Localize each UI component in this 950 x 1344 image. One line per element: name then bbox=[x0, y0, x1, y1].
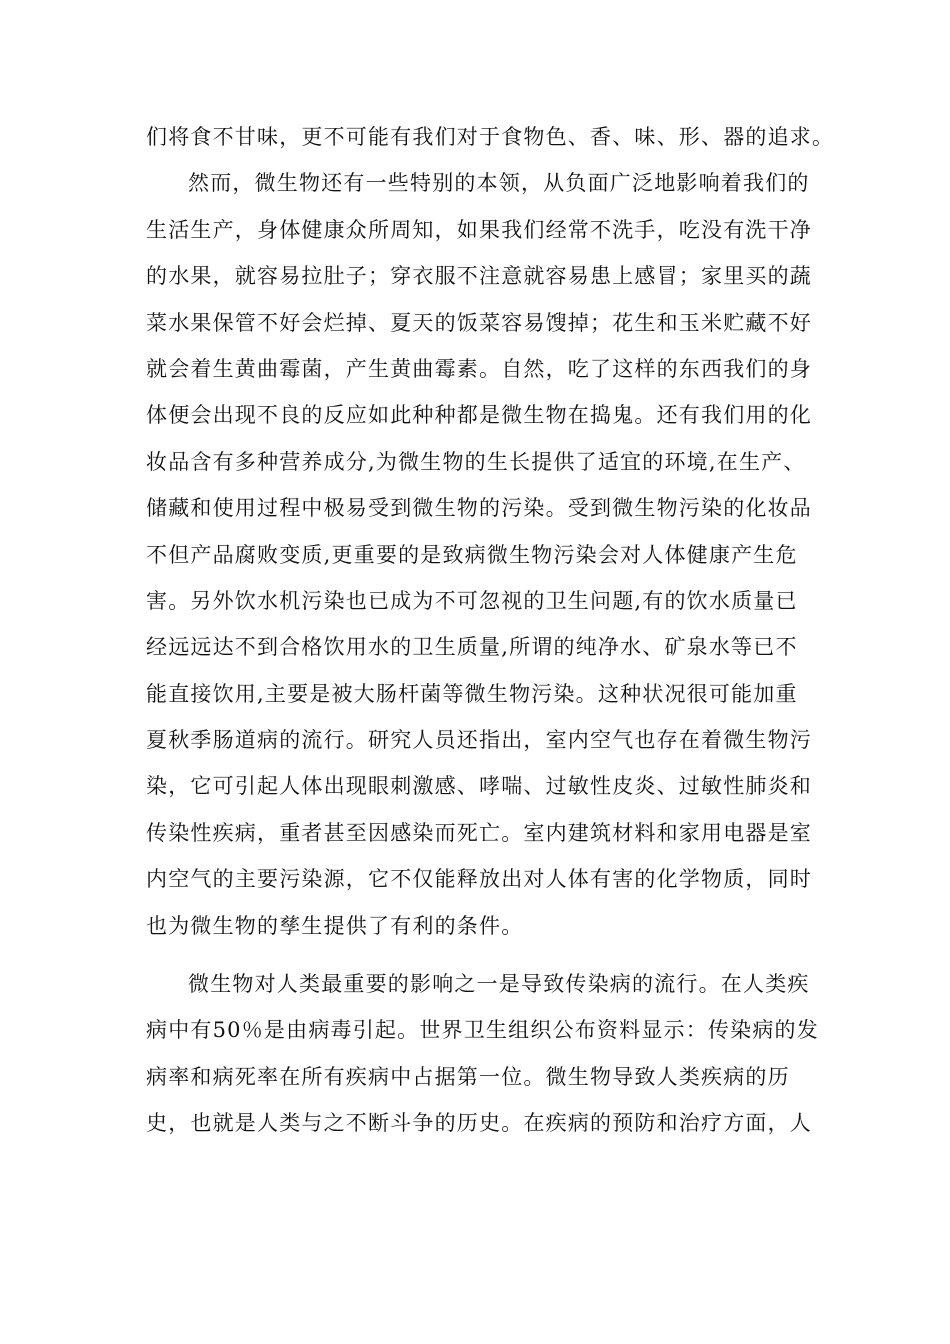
text-line: 微生物对人类最重要的影响之一是导致传染病的流行。在人类疾 bbox=[188, 972, 810, 997]
paragraph-3 bbox=[146, 961, 819, 1147]
text-line: 菜水果保管不好会烂掉、夏天的饭菜容易馊掉；花生和玉米贮藏不好 bbox=[146, 310, 812, 335]
text-line: 病率和病死率在所有疾病中占据第一位。微生物导致人类疾病的历 bbox=[146, 1064, 790, 1089]
text-line: 害。另外饮水机污染也已成为不可忽视的卫生问题,有的饮水质量已 bbox=[146, 588, 798, 613]
text-line: 能直接饮用,主要是被大肠杆菌等微生物污染。这种状况很可能加重 bbox=[146, 681, 798, 706]
text-line: 储藏和使用过程中极易受到微生物的污染。受到微生物污染的化妆品 bbox=[146, 496, 812, 521]
text-line: 病中有50％是由病毒引起。世界卫生组织公布资料显示：传染病的发 bbox=[146, 1018, 819, 1043]
text-line: 不但产品腐败变质,更重要的是致病微生物污染会对人体健康产生危 bbox=[146, 542, 798, 567]
text-line: 们将食不甘味，更不可能有我们对于食物色、香、味、形、器的追求。 bbox=[146, 125, 835, 149]
text-line: 生活生产，身体健康众所周知，如果我们经常不洗手，吃没有洗干净 bbox=[146, 217, 812, 242]
document-body bbox=[146, 114, 835, 1147]
text-line: 也为微生物的孳生提供了有利的条件。 bbox=[146, 913, 524, 938]
text-line: 夏秋季肠道病的流行。研究人员还指出，室内空气也存在着微生物污 bbox=[146, 728, 812, 753]
paragraph-1 bbox=[146, 114, 835, 160]
text-line: 内空气的主要污染源，它不仅能释放出对人体有害的化学物质，同时 bbox=[146, 867, 812, 892]
text-line: 经远远达不到合格饮用水的卫生质量,所谓的纯净水、矿泉水等已不 bbox=[146, 635, 798, 660]
text-line: 传染性疾病，重者甚至因感染而死亡。室内建筑材料和家用电器是室 bbox=[146, 820, 812, 845]
paragraph-spacer bbox=[146, 949, 806, 961]
text-line: 的水果，就容易拉肚子；穿衣服不注意就容易患上感冒；家里买的蔬 bbox=[146, 264, 812, 289]
paragraph-2 bbox=[146, 160, 812, 949]
text-line: 体便会出现不良的反应如此种种都是微生物在捣鬼。还有我们用的化 bbox=[146, 403, 812, 428]
text-line: 就会着生黄曲霉菌，产生黄曲霉素。自然，吃了这样的东西我们的身 bbox=[146, 356, 812, 381]
text-line: 史，也就是人类与之不断斗争的历史。在疾病的预防和治疗方面，人 bbox=[146, 1111, 812, 1136]
text-line: 妆品含有多种营养成分,为微生物的生长提供了适宜的环境,在生产、 bbox=[146, 449, 806, 474]
text-line: 染，它可引起人体出现眼刺激感、哮喘、过敏性皮炎、过敏性肺炎和 bbox=[146, 774, 812, 799]
text-line: 然而，微生物还有一些特别的本领，从负面广泛地影响着我们的 bbox=[188, 171, 810, 196]
